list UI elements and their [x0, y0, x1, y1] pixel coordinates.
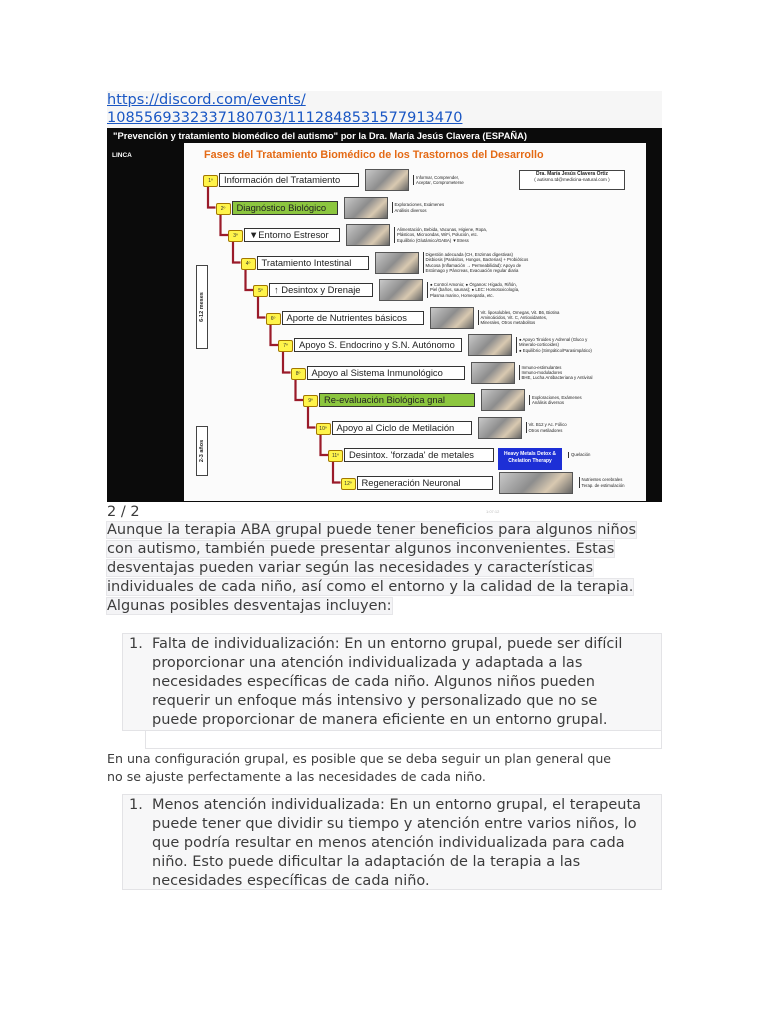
step-number-badge: 8º	[291, 368, 306, 380]
discord-link-block	[107, 91, 662, 129]
stair-connector	[208, 186, 216, 208]
author-email: ( autismo.td@medicina-natural.com )	[534, 177, 610, 182]
step-label: Apoyo al Ciclo de Metilación	[332, 421, 472, 435]
step-note: Vit. B12 y Ac. Fólico Otros metiladores	[526, 422, 567, 432]
text-line	[152, 872, 657, 891]
heavy-metals-badge: Heavy Metals Detox & Chelation Therapy	[498, 448, 562, 470]
text-line-content: requerir un enfoque más intensivo y personalizado que no se	[152, 693, 598, 709]
step-label: Diagnóstico Biológico	[232, 201, 338, 215]
step-photo	[481, 389, 525, 411]
step-label: ↑ Desintox y Drenaje	[269, 283, 373, 297]
step-number-badge: 3º	[228, 230, 243, 242]
step-note: Digestión adecuada (CH, Enzimas digestivas) Disbiosis (Parásitos, Hongos, Bacterias) + Probióticos Mucosa (Inflamación → Permeabilidad): Apoyo de Estómago y Páncreas, Evacuación regular diaria	[423, 252, 529, 273]
text-line-content: desventajas pueden variar según las necesidades y características	[107, 560, 594, 576]
step-photo	[430, 307, 474, 329]
step-number-badge: 7º	[278, 340, 293, 352]
slide-title: Fases del Tratamiento Biomédico de los Trastornos del Desarrollo	[204, 149, 544, 161]
step-note: Vit. liposolubles, Omegas, Vit. B6, Biotina Aminoácidos, Vit. C, Antioxidantes, Minerales, Otros metabolitos	[478, 310, 560, 326]
stair-connector	[333, 461, 341, 483]
step-label: Re-evaluación Biológica gnal	[319, 393, 475, 407]
stair-connector	[233, 241, 241, 263]
text-line	[152, 635, 657, 654]
step-label: ▼Entorno Estresor	[244, 228, 340, 242]
step-photo	[365, 169, 409, 191]
step-number-badge: 2º	[216, 203, 231, 215]
stair-connector	[246, 269, 254, 291]
step-number-badge: 9º	[303, 395, 318, 407]
step-number-badge: 1º	[203, 175, 218, 187]
step-number-badge: 10º	[316, 423, 331, 435]
text-line-content: necesidades específicas de cada niño.	[152, 873, 430, 889]
text-line-content: Aunque la terapia ABA grupal puede tener beneficios para algunos niños	[107, 522, 637, 538]
text-line	[152, 796, 657, 815]
step-note: Nutrientes cerebrales Terap. de estimulación	[579, 477, 625, 487]
text-line-content: necesidades específicas de cada niño. Algunos niños pueden	[152, 674, 595, 690]
step-label: Apoyo S. Endocrino y S.N. Autónomo	[294, 338, 462, 352]
stair-connector	[321, 434, 329, 456]
step-label: Regeneración Neuronal	[357, 476, 493, 490]
text-line	[152, 815, 657, 834]
step-note: Informar, Comprender, Aceptar, Comprometerse	[413, 175, 464, 185]
step-number-badge: 4º	[241, 258, 256, 270]
step-photo	[344, 197, 388, 219]
period-label-top: 6-12 meses	[196, 265, 208, 349]
text-line-content: En una configuración grupal, es posible que se deba seguir un plan general que	[107, 751, 612, 766]
list-box-1	[122, 633, 662, 731]
list-box-2	[122, 794, 662, 890]
text-line-content: con autismo, también puede presentar algunos inconvenientes. Estas	[107, 541, 615, 557]
step-label: Aporte de Nutrientes básicos	[282, 311, 424, 325]
step-photo	[468, 334, 512, 356]
step-photo	[346, 224, 390, 246]
text-line-content: puede tener que dividir su tiempo y atención entre varios niños, lo	[152, 816, 637, 832]
linca-logo: LINCA	[112, 152, 132, 159]
author-name: Dra. María Jesús Clavera Ortiz	[536, 171, 608, 177]
text-line	[152, 711, 657, 730]
text-line-content: niño. Esto puede dificultar la adaptación de la terapia a las	[152, 854, 581, 870]
text-line	[152, 834, 657, 853]
step-note: ● Control Amonio; ● Órganos: Hígado, Riñón, Piel (baños, saunas); ● LEC: Homotoxicología, Plasma marino, Homeopatía, etc.	[427, 282, 519, 298]
slide-panel	[184, 143, 646, 514]
text-line-content: proporcionar una atención individualizada y adaptada a las	[152, 655, 583, 671]
stair-connector	[308, 406, 316, 428]
text-line	[107, 540, 662, 559]
list-number: 1.	[129, 797, 143, 813]
text-line	[107, 559, 662, 578]
stair-connector	[221, 214, 229, 236]
text-line	[107, 768, 667, 786]
step-photo	[478, 417, 522, 439]
list-item-text	[152, 635, 657, 730]
step-number-badge: 12º	[341, 478, 356, 490]
text-line-content: no se ajuste perfectamente a las necesidades de cada niño.	[107, 768, 486, 784]
text-line-content: Falta de individualización: En un entorno grupal, puede ser difícil	[152, 636, 623, 652]
slide-header: "Prevención y tratamiento biomédico del autismo" por la Dra. María Jesús Clavera (ESPAÑA)	[113, 130, 528, 141]
stair-connector	[271, 324, 279, 346]
text-line	[107, 578, 662, 597]
intro-paragraph	[107, 521, 662, 616]
text-line	[152, 654, 657, 673]
text-line-content: individuales de cada niño, así como el entorno y la calidad de la terapia.	[107, 579, 634, 595]
step-photo	[375, 252, 419, 274]
text-line-content: puede proporcionar de manera eficiente en un entorno grupal.	[152, 712, 608, 728]
step-photo	[379, 279, 423, 301]
period-label-bottom: 2-3 años	[196, 426, 208, 476]
text-line	[107, 521, 662, 540]
step-number-badge: 5º	[253, 285, 268, 297]
list-item-text	[152, 796, 657, 891]
text-line	[152, 692, 657, 711]
step-note: Inmuno-estimulantes Inmuno-moduladores BHE, Lucha Antibacteriana y Antiviral	[519, 365, 593, 381]
step-note: ● Apoyo Tiroides y Adrenal (Gluco y Mineralo-corticoides) ● Equilibrio (Simpático/Parasimpático)	[516, 337, 592, 353]
stair-connector	[258, 296, 266, 318]
text-line-content: Algunas posibles desventajas incluyen:	[107, 598, 392, 614]
step-label: Apoyo al Sistema Inmunológico	[307, 366, 465, 380]
pager: 2 / 2	[107, 504, 140, 520]
text-line-content: que podría resultar en menos atención individualizada para cada	[152, 835, 625, 851]
middle-paragraph	[107, 750, 667, 785]
step-note: Exploraciones, Exámenes Análisis diversos	[529, 395, 582, 405]
step-note: Alimentación, Bebida, Vacunas, Higiene, Ropa, Plásticos, Microondas, WiFi, Polución, etc. Equilibrio (Glutámico/GABA) ▼Stress	[394, 227, 487, 243]
text-line-content: Menos atención individualizada: En un entorno grupal, el terapeuta	[152, 797, 642, 813]
stair-connector	[296, 379, 304, 401]
step-photo	[499, 472, 573, 494]
step-photo	[471, 362, 515, 384]
discord-link-line-1[interactable]: https://discord.com/events/	[107, 92, 306, 108]
text-line	[107, 597, 662, 616]
step-label: Información del Tratamiento	[219, 173, 359, 187]
stair-connector	[283, 351, 291, 373]
step-number-badge: 6º	[266, 313, 281, 325]
step-number-badge: 11º	[328, 450, 343, 462]
text-line	[152, 853, 657, 872]
step-label: Desintox. 'forzada' de metales	[344, 448, 494, 462]
text-line	[107, 750, 667, 768]
list-number: 1.	[129, 636, 143, 652]
slide-timestamp: 1:07:12	[486, 509, 500, 514]
step-note: Quelación	[568, 452, 590, 457]
text-line	[152, 673, 657, 692]
step-label: Tratamiento Intestinal	[257, 256, 369, 270]
list-box-1-extension	[145, 731, 662, 749]
discord-link-line-2[interactable]: 1085569332337180703/1112848531577913470	[107, 110, 463, 126]
step-note: Exploraciones, Exámenes Análisis diversos	[392, 202, 445, 212]
